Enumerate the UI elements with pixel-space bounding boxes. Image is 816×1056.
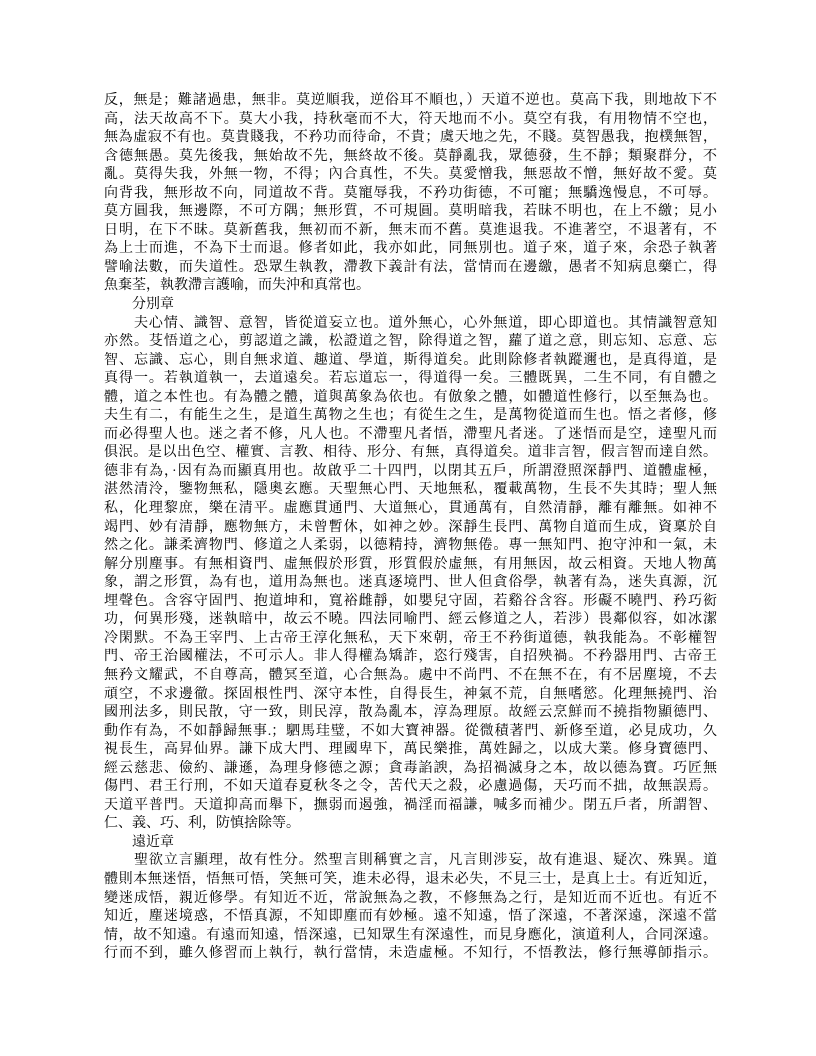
text-line: 智、忘識、忘心，則自無求道、趣道、學道，斯得道矣。此則除修者執蹤邇也，是真得道，是	[104, 352, 717, 368]
text-line: 聖欲立言顯理，故有性分。然聖言則稱實之言，凡言則涉妄，故有進退、疑次、殊異。道	[104, 853, 717, 869]
text-line: 體，道之本性也。有為體之體，道與萬象為依也。有倣象之體，如體道性修行，以至無為也。	[104, 389, 717, 405]
text-line: 門、帝王治國權法，不可示人。非人得權為矯詐，恣行殘害，自招殃禍。不矜器用門、古帝王	[104, 649, 717, 665]
text-line: 夫生有二，有能生之生，是道生萬物之生也；有從生之生，是萬物從道而生也。悟之者修，修	[104, 408, 717, 424]
text-line: 無矜文耀武，不自尊高，體冥至道，心合無為。處中不尚門、不在無不在，有不居塵境，不去	[104, 667, 717, 683]
text-line: 仁、義、巧、利，防慎捨除等。	[104, 816, 300, 832]
text-line: 譬喻法數，而失道性。恐眾生執教，滯教下義計有法，當情而在邊繳，愚者不知病息藥亡，得	[104, 259, 717, 275]
text-line: 頑空，不求邊徹。探固根性門、深守本性，自得長生，神氣不荒，自無嗜慾。化理無撓門、治	[104, 686, 717, 702]
text-line: 真得一。若執道執一，去道遠矣。若忘道忘一，得道得一矣。三體既異，二生不同，有自體之	[104, 371, 717, 387]
text-line: 知近，塵迷境惑，不悟真源，不知即塵而有妙極。遠不知遠，悟了深遠，不著深遠，深遠不當	[104, 909, 717, 925]
text-line: 高，法天故高不下。莫大小我，持秋毫而不大，符天地而不小。莫空有我，有用物情不空也，	[104, 111, 717, 127]
text-line: 情，故不知遠。有遠而知遠，悟深遠，已知眾生有深遠性，而見身應化，演道利人，合同深遠。	[104, 927, 717, 943]
text-block	[104, 92, 717, 964]
text-line: 俱泯。是以出色空、權實、言教、相待、形分、有無，真得道矣。道非言智，假言智而達自然。	[104, 445, 717, 461]
text-line: 為上士而進，不為下士而退。修者如此，我亦如此，同無別也。道子來，道子來，余恐子執著	[104, 241, 717, 257]
chapter-heading: 分別章	[104, 297, 174, 313]
text-line: 私，化理黎庶，樂在清平。虛應貫通門、大道無心，貫通萬有，自然清靜，離有離無。如神不	[104, 501, 717, 517]
text-line: 行而不到，雖久修習而上執行，執行當情，未造虛極。不知行，不悟教法，修行無導師指示。	[104, 946, 717, 962]
text-line: 解分別塵事。有無相資門、虛無假於形質，形質假於虛無，有用無因，故云相資。天地人物萬	[104, 556, 717, 572]
text-line: 竭門、妙有清靜，應物無方，未曾暫休，如神之妙。深靜生長門、萬物自道而生成，資稟於自	[104, 519, 717, 535]
text-line: 然之化。謙柔濟物門、修道之人柔弱，以德精持，濟物無倦。專一無知門、抱守沖和一氣，未	[104, 538, 717, 554]
text-line: 國刑法多，則民散，守一致，則民淳，散為亂本，淳為理原。故經云烹鮮而不撓指物顯德門、	[104, 705, 717, 721]
text-line: 湛然清泠，鑒物無私，隱奧玄應。天聖無心門、天地無私，覆載萬物，生長不失其時；聖人無	[104, 482, 717, 498]
text-line: 經云慈悲、儉約、謙遜，為理身修德之源；貪毒諂諛，為招禍滅身之本，故以德為寶。巧匠無	[104, 760, 717, 776]
text-line: 含德無愚。莫先後我，無始故不先，無終故不後。莫靜亂我，眾德發，生不靜；類聚群分，不	[104, 148, 717, 164]
text-line: 亦然。芟悟道之心，剪認道之識，松證道之智，除得道之智，蘿了道之意，則忘知、忘意、忘	[104, 334, 717, 350]
text-line: 莫方圓我，無邊際，不可方隅；無形質，不可規圓。莫明暗我，若昧不明也，在上不繳；見小	[104, 204, 717, 220]
text-line: 而必得聖人也。迷之者不修，凡人也。不滯聖凡者悟，滯聖凡者迷。了迷悟而是空，達聖凡而	[104, 426, 717, 442]
text-line: 天道平普門。天道抑高而舉下，撫弱而遏強，禍淫而福謙，喊多而補少。閉五戶者，所謂智、	[104, 797, 717, 813]
text-line: 日明，在下不昧。莫新舊我，無初而不新，無末而不舊。莫進退我。不進著空，不退著有，不	[104, 222, 717, 238]
text-line: 傷門、君王行刑，不如天道春夏秋冬之令，苦代天之殺，必慮過傷，天巧而不拙，故無誤焉。	[104, 779, 717, 795]
text-line: 反，無是；難諸過患，無非。莫逆順我，逆俗耳不順也，）天道不逆也。莫高下我，則地故下不	[104, 93, 717, 108]
text-line: 德非有為，·因有為而顯真用也。故啟乎二十四門，以閉其五戶，所謂澄照深靜門、道體虛極，	[104, 463, 717, 479]
text-line: 冷閑默。不為王宰門、上古帝王淳化無私，天下來朝，帝王不矜街道德，執我能為。不彰權智	[104, 630, 717, 646]
text-line: 亂。莫得失我，外無一物，不得；內合真性，不失。莫愛憎我，無惡故不憎，無好故不愛。莫	[104, 167, 717, 183]
text-line: 動作有為，不如靜歸無事.；駟馬珪璧，不如大寶神器。從微積著門、新修至道，必見成功，久	[104, 723, 717, 739]
text-line: 向背我，無形故不向，同道故不背。莫寵辱我，不矜功街德，不可寵；無驕逸慢息，不可辱。	[104, 185, 717, 201]
text-line: 無為虛寂不有也。莫貴賤我，不矜功而待命，不貴；虞天地之先，不賤。莫智愚我，抱樸無智，	[104, 130, 717, 146]
text-line: 埋聲色。含容守固門、抱道坤和，寬裕雌靜，如嬰兒守固，若谿谷含容。形礙不曉門、矜巧衒	[104, 593, 717, 609]
chapter-heading: 遠近章	[104, 834, 174, 850]
text-line: 體則本無迷悟，悟無可悟，笑無可笑，進未必得，退未必失，不見三士，是真上士。有近知近，	[104, 871, 717, 887]
text-line: 象，謂之形質，為有也，道用為無也。迷真逐境門、世人但貪俗學，執著有為，迷失真源，沉	[104, 575, 717, 591]
text-line: 變迷成悟，親近修學。有知近不近，常說無為之教，不修無為之行，是知近而不近也。有近不	[104, 890, 717, 906]
text-line: 魚棄荃，執教滯言護喻，而失沖和真常也。	[104, 278, 370, 294]
text-line: 視長生，高昇仙界。謙下成大門、理國卑下，萬民樂推，萬姓歸之，以成大業。修身寶德門、	[104, 742, 717, 758]
text-line: 夫心情、識智、意智，皆從道妄立也。道外無心，心外無道，即心即道也。其情識智意知	[104, 315, 717, 331]
text-line: 功，何異形殘，迷執暗中，故云不曉。四法同喻門、經云修道之人，若涉）畏鄰似容，如冰潔	[104, 612, 717, 628]
